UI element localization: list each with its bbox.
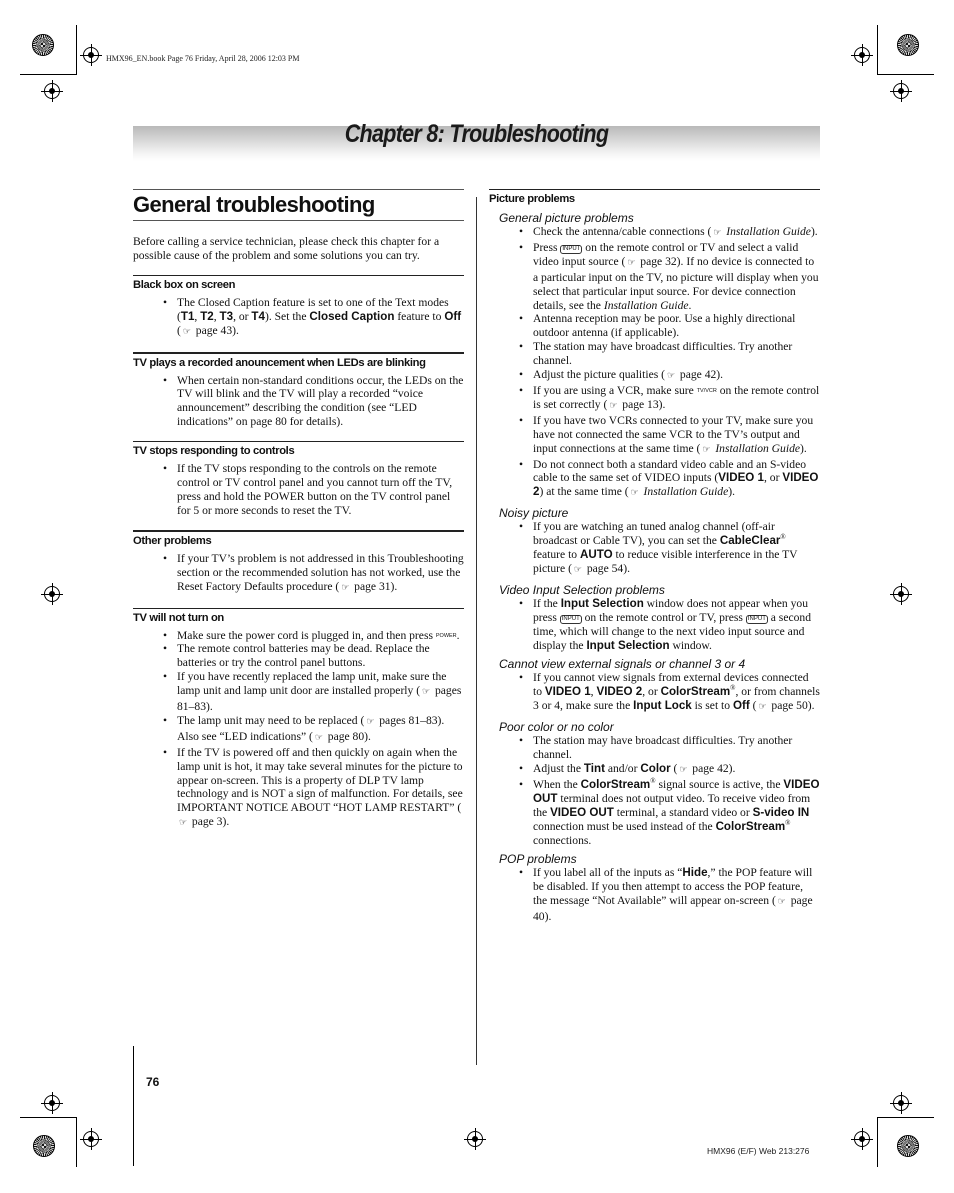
crop-line — [20, 1117, 77, 1118]
list-item: • When certain non-standard conditions occur, the LEDs on the TV will blink and the TV will play a recorded “voice announcement” describing the condition (see “LED indications” on page 80 for details). — [133, 374, 464, 430]
video-input-selection-heading: Video Input Selection problems — [499, 582, 665, 597]
pointing-hand-icon: ☞ — [702, 444, 711, 455]
pointing-hand-icon: ☞ — [666, 371, 676, 382]
cannot-view-heading: Cannot view external signals or channel 3 or 4 — [499, 657, 746, 672]
announcement-list — [133, 374, 464, 430]
pointing-hand-icon: ☞ — [679, 765, 688, 775]
noisy-picture-list — [489, 520, 820, 578]
list-item: • Press INPUT on the remote control or TV and select a valid video input source ( ☞ page 32). If no device is connected to a particular input on the TV, no picture will display when you select that particular input source. For device connection details, see the Installation Guide. — [489, 241, 820, 313]
input-button-icon: INPUT — [562, 245, 581, 252]
list-item: • If the TV is powered off and then quickly on again when the lamp unit is hot, it may take several minutes for the picture to appear on-screen. This is a property of DLP TV lamp technology and is NOT a sign of malfunction. For details, see IMPORTANT NOTICE ABOUT “HOT LAMP RESTART” (☞ page 3). — [133, 746, 464, 831]
chapter-title: Chapter 8: Troubleshooting — [344, 120, 609, 148]
pointing-hand-icon: ☞ — [609, 400, 618, 411]
other-problems-list — [133, 552, 464, 596]
pointing-hand-icon: ☞ — [341, 582, 350, 593]
pointing-hand-icon: ☞ — [573, 564, 582, 575]
list-item: • If the Input Selection window does not appear when you press INPUT on the remote control or TV, press INPUT a second time, which will change to the next video input source and display the Input Selection window. — [489, 597, 820, 653]
crosshair-mark — [41, 583, 63, 605]
list-item: • If the TV stops responding to the controls on the remote control or TV control panel and you cannot turn off the TV, press and hold the POWER button on the TV control panel for 5 or more seconds to reset the TV. — [133, 462, 464, 518]
noisy-picture-heading: Noisy picture — [499, 506, 569, 521]
stops-responding-list — [133, 462, 464, 518]
chapter-banner — [133, 120, 820, 161]
list-item: • When the ColorStream® signal source is active, the VIDEO OUT terminal does not output video. To receive video from the VIDEO OUT terminal, a standard video or S-video IN connection must be used instead of the ColorStream® connections. — [489, 778, 820, 848]
pointing-hand-icon: ☞ — [422, 687, 431, 698]
input-button-icon: INPUT — [747, 615, 766, 622]
crop-line — [877, 74, 934, 75]
list-item: • If your TV’s problem is not addressed in this Troubleshooting section or the recommended solution has not worked, use the Reset Factory Defaults procedure ( ☞ page 31). — [133, 552, 464, 596]
crosshair-mark — [851, 1128, 873, 1150]
video-input-selection-list — [489, 597, 820, 653]
announcement-heading: TV plays a recorded anouncement when LEDs are blinking — [133, 352, 464, 370]
list-item: • If you label all of the inputs as “Hide,” the POP feature will be disabled. If you then attempt to access the POP feature, the message “Not Available” will appear on-screen ( ☞ page 40). — [489, 866, 820, 924]
list-item: • Check the antenna/cable connections ( ☞ Installation Guide). — [489, 225, 820, 241]
list-item: • Make sure the power cord is plugged in, and then press POWER. — [133, 629, 464, 643]
list-item: • If you have two VCRs connected to your TV, make sure you have not connected the same VCR to the TV’s output and input connections at the same time ( ☞ Installation Guide). — [489, 414, 820, 458]
black-box-list — [133, 296, 464, 340]
crop-line — [76, 25, 77, 75]
page-number: 76 — [146, 1075, 160, 1089]
not-turn-on-list — [133, 629, 464, 832]
pointing-hand-icon: ☞ — [366, 716, 375, 727]
list-item: • The remote control batteries may be dead. Replace the batteries or try the control panel buttons. — [133, 642, 464, 670]
registration-star-mark-bottom-left — [33, 1135, 55, 1157]
list-item: • The lamp unit may need to be replaced ( ☞ pages 81–83). Also see “LED indications” ( ☞ page 80). — [133, 714, 464, 746]
section-title: General troubleshooting — [133, 189, 464, 221]
power-button-icon: POWER — [435, 632, 457, 639]
crop-line — [877, 1117, 878, 1167]
registration-star-mark-top-right — [897, 34, 919, 56]
pointing-hand-icon: ☞ — [777, 897, 786, 908]
registration-star-mark-bottom-right — [897, 1135, 919, 1157]
crosshair-mark — [80, 1128, 102, 1150]
list-item: • If you are watching an tuned analog channel (off-air broadcast or Cable TV), you can set the CableClear® feature to AUTO to reduce visible interference in the TV picture ( ☞ page 54). — [489, 520, 820, 578]
list-item: • Adjust the Tint and/or Color ( ☞ page 42). — [489, 762, 820, 778]
print-header: HMX96_EN.book Page 76 Friday, April 28, 2006 12:03 PM — [106, 54, 300, 63]
poor-color-list — [489, 734, 820, 847]
poor-color-heading: Poor color or no color — [499, 720, 614, 735]
crop-line — [877, 1117, 934, 1118]
pop-problems-list — [489, 866, 820, 924]
crosshair-mark — [890, 1092, 912, 1114]
tv-vcr-button-icon: TV/VCR — [696, 387, 717, 394]
list-item: • If you are using a VCR, make sure TV/VCR on the remote control is set correctly ( ☞ page 13). — [489, 384, 820, 414]
pointing-hand-icon: ☞ — [314, 732, 323, 743]
cannot-view-list — [489, 671, 820, 715]
pointing-hand-icon: ☞ — [178, 818, 188, 829]
list-item: • If you cannot view signals from external devices connected to VIDEO 1, VIDEO 2, or ColorStream®, or from channels 3 or 4, make sure the Input Lock is set to Off ( ☞ page 50). — [489, 671, 820, 715]
list-item: • Antenna reception may be poor. Use a highly directional outdoor antenna (if applicable). — [489, 312, 820, 340]
crosshair-mark — [41, 80, 63, 102]
not-turn-on-heading: TV will not turn on — [133, 608, 464, 625]
pointing-hand-icon: ☞ — [182, 326, 191, 337]
crop-line — [133, 1046, 134, 1166]
general-picture-heading: General picture problems — [499, 211, 634, 225]
crosshair-mark — [41, 1092, 63, 1114]
list-item: • Do not connect both a standard video cable and an S-video cable to the same set of VIDEO inputs (VIDEO 1, or VIDEO 2) at the same time ( ☞ Installation Guide). — [489, 458, 820, 502]
right-column — [489, 189, 820, 924]
crosshair-mark — [890, 583, 912, 605]
registration-star-mark-top-left — [32, 34, 54, 56]
column-divider — [476, 197, 477, 1065]
stops-responding-heading: TV stops responding to controls — [133, 441, 464, 458]
list-item: • The station may have broadcast difficulties. Try another channel. — [489, 734, 820, 762]
pointing-hand-icon: ☞ — [627, 257, 636, 268]
black-box-heading: Black box on screen — [133, 275, 464, 292]
left-column — [133, 189, 464, 831]
list-item: • The Closed Caption feature is set to one of the Text modes (T1, T2, T3, or T4). Set the Closed Caption feature to Off ( ☞ page 43). — [133, 296, 464, 340]
crosshair-mark — [464, 1128, 486, 1150]
intro-paragraph: Before calling a service technician, please check this chapter for a possible cause of the problem and some solutions you can try. — [133, 235, 440, 262]
pointing-hand-icon: ☞ — [630, 488, 639, 499]
list-item: • The station may have broadcast difficulties. Try another channel. — [489, 340, 820, 368]
print-footer: HMX96 (E/F) Web 213:276 — [707, 1146, 810, 1156]
other-problems-heading: Other problems — [133, 530, 464, 548]
crosshair-mark — [890, 80, 912, 102]
list-item: • Adjust the picture qualities ( ☞ page 42). — [489, 368, 820, 384]
crop-line — [877, 25, 878, 75]
crop-line — [76, 1117, 77, 1167]
list-item: • If you have recently replaced the lamp unit, make sure the lamp unit and lamp unit door are installed properly ( ☞ pages 81–83). — [133, 670, 464, 714]
picture-problems-heading: Picture problems — [489, 189, 820, 206]
crop-line — [20, 74, 77, 75]
pointing-hand-icon: ☞ — [758, 702, 767, 713]
crosshair-mark — [851, 44, 873, 66]
pop-problems-heading: POP problems — [499, 852, 577, 867]
pointing-hand-icon: ☞ — [713, 228, 722, 238]
crosshair-mark — [80, 44, 102, 66]
general-picture-list — [489, 225, 820, 501]
input-button-icon: INPUT — [561, 615, 580, 622]
